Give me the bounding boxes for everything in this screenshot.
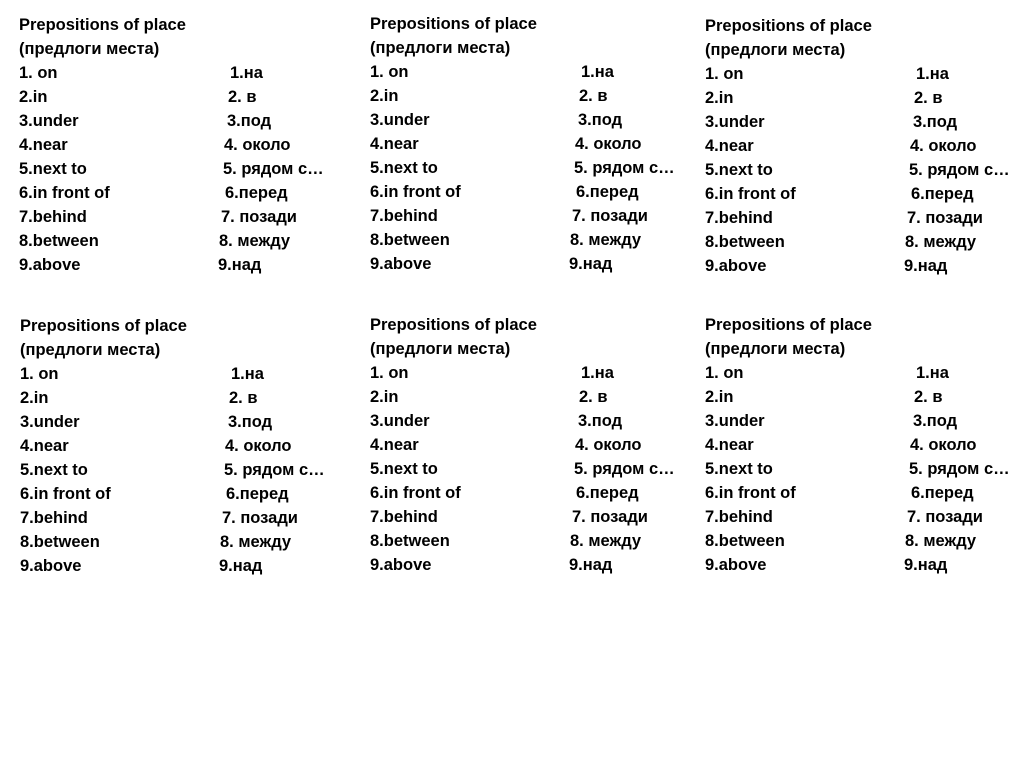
russian-translation: 8. между [570, 532, 642, 550]
english-preposition: 8.between [19, 232, 99, 250]
english-preposition: 8.between [20, 533, 100, 551]
preposition-row [370, 457, 700, 481]
english-preposition: 9.above [705, 556, 767, 574]
english-preposition: 1. on [705, 364, 744, 382]
preposition-row [705, 206, 1024, 230]
preposition-row [370, 180, 700, 204]
preposition-row [19, 229, 349, 253]
preposition-row [705, 110, 1024, 134]
russian-translation: 8. между [570, 231, 642, 249]
english-preposition: 5.next to [705, 460, 773, 478]
english-preposition: 9.above [19, 256, 81, 274]
preposition-card [370, 12, 700, 276]
preposition-row [370, 60, 700, 84]
russian-translation: 6.перед [911, 484, 974, 502]
russian-translation: 4. около [910, 436, 977, 454]
english-preposition: 9.above [370, 556, 432, 574]
russian-translation: 3.под [913, 113, 958, 131]
russian-translation: 7. позади [907, 209, 983, 227]
english-preposition: 9.above [705, 257, 767, 275]
english-preposition: 2.in [19, 88, 48, 106]
russian-translation: 9.над [569, 556, 613, 574]
english-preposition: 2.in [20, 389, 49, 407]
russian-translation: 6.перед [225, 184, 288, 202]
preposition-row [20, 410, 350, 434]
russian-translation: 2. в [579, 388, 608, 406]
card-subtitle: (предлоги места) [19, 40, 160, 58]
preposition-row [705, 505, 1024, 529]
preposition-row [19, 133, 349, 157]
russian-translation: 4. около [575, 135, 642, 153]
russian-translation: 3.под [578, 412, 623, 430]
preposition-row [370, 252, 700, 276]
russian-translation: 6.перед [576, 183, 639, 201]
english-preposition: 3.under [370, 111, 430, 129]
english-preposition: 2.in [705, 89, 734, 107]
english-preposition: 7.behind [20, 509, 88, 527]
preposition-row [705, 361, 1024, 385]
preposition-row [370, 84, 700, 108]
preposition-row [705, 409, 1024, 433]
russian-translation: 9.над [569, 255, 613, 273]
russian-translation: 6.перед [911, 185, 974, 203]
english-preposition: 8.between [705, 532, 785, 550]
russian-translation: 7. позади [222, 509, 298, 527]
english-preposition: 7.behind [705, 508, 773, 526]
english-preposition: 2.in [705, 388, 734, 406]
preposition-row [19, 253, 349, 277]
russian-translation: 9.над [218, 256, 262, 274]
preposition-card [705, 14, 1024, 278]
preposition-row [19, 205, 349, 229]
english-preposition: 7.behind [370, 508, 438, 526]
english-preposition: 6.in front of [370, 183, 461, 201]
card-title: Prepositions of place [370, 316, 537, 334]
english-preposition: 2.in [370, 87, 399, 105]
english-preposition: 3.under [705, 412, 765, 430]
preposition-card [370, 313, 700, 577]
russian-translation: 5. рядом с… [574, 159, 675, 177]
preposition-row [705, 254, 1024, 278]
preposition-row [19, 157, 349, 181]
preposition-row [19, 85, 349, 109]
card-subtitle: (предлоги места) [370, 340, 511, 358]
english-preposition: 7.behind [370, 207, 438, 225]
russian-translation: 7. позади [221, 208, 297, 226]
russian-translation: 2. в [914, 89, 943, 107]
preposition-card [20, 314, 350, 578]
preposition-row [19, 181, 349, 205]
english-preposition: 9.above [370, 255, 432, 273]
english-preposition: 6.in front of [705, 484, 796, 502]
russian-translation: 1.на [231, 365, 264, 383]
preposition-row [370, 505, 700, 529]
preposition-row [20, 530, 350, 554]
preposition-row [370, 108, 700, 132]
preposition-row [370, 481, 700, 505]
english-preposition: 3.under [370, 412, 430, 430]
russian-translation: 9.над [904, 257, 948, 275]
preposition-card [705, 313, 1024, 577]
english-preposition: 1. on [370, 364, 409, 382]
preposition-row [370, 433, 700, 457]
card-subtitle: (предлоги места) [705, 41, 846, 59]
english-preposition: 1. on [19, 64, 58, 82]
preposition-row [370, 228, 700, 252]
russian-translation: 3.под [913, 412, 958, 430]
card-title: Prepositions of place [705, 17, 872, 35]
english-preposition: 1. on [705, 65, 744, 83]
english-preposition: 1. on [370, 63, 409, 81]
english-preposition: 3.under [19, 112, 79, 130]
russian-translation: 1.на [230, 64, 263, 82]
preposition-row [370, 385, 700, 409]
english-preposition: 4.near [20, 437, 69, 455]
card-subtitle: (предлоги места) [370, 39, 511, 57]
russian-translation: 7. позади [572, 508, 648, 526]
english-preposition: 3.under [705, 113, 765, 131]
english-preposition: 6.in front of [20, 485, 111, 503]
preposition-row [705, 529, 1024, 553]
preposition-row [370, 529, 700, 553]
preposition-card [19, 13, 349, 277]
russian-translation: 5. рядом с… [224, 461, 325, 479]
english-preposition: 3.under [20, 413, 80, 431]
english-preposition: 4.near [705, 436, 754, 454]
english-preposition: 5.next to [20, 461, 88, 479]
russian-translation: 3.под [578, 111, 623, 129]
english-preposition: 5.next to [370, 159, 438, 177]
english-preposition: 8.between [705, 233, 785, 251]
preposition-row [370, 132, 700, 156]
english-preposition: 6.in front of [19, 184, 110, 202]
russian-translation: 9.над [219, 557, 263, 575]
russian-translation: 7. позади [572, 207, 648, 225]
russian-translation: 2. в [229, 389, 258, 407]
russian-translation: 1.на [581, 63, 614, 81]
russian-translation: 6.перед [576, 484, 639, 502]
english-preposition: 4.near [19, 136, 68, 154]
preposition-row [19, 109, 349, 133]
russian-translation: 3.под [227, 112, 272, 130]
card-title: Prepositions of place [20, 317, 187, 335]
preposition-row [20, 458, 350, 482]
english-preposition: 4.near [705, 137, 754, 155]
preposition-row [705, 158, 1024, 182]
preposition-row [370, 361, 700, 385]
preposition-row [705, 134, 1024, 158]
english-preposition: 5.next to [705, 161, 773, 179]
english-preposition: 4.near [370, 135, 419, 153]
preposition-row [370, 409, 700, 433]
english-preposition: 8.between [370, 231, 450, 249]
russian-translation: 5. рядом с… [909, 161, 1010, 179]
preposition-row [705, 433, 1024, 457]
english-preposition: 9.above [20, 557, 82, 575]
preposition-row [705, 481, 1024, 505]
russian-translation: 4. около [910, 137, 977, 155]
preposition-row [370, 204, 700, 228]
russian-translation: 4. около [575, 436, 642, 454]
russian-translation: 1.на [916, 364, 949, 382]
preposition-row [20, 506, 350, 530]
preposition-row [705, 385, 1024, 409]
card-title: Prepositions of place [19, 16, 186, 34]
preposition-row [20, 482, 350, 506]
preposition-row [705, 230, 1024, 254]
russian-translation: 5. рядом с… [574, 460, 675, 478]
preposition-row [20, 362, 350, 386]
english-preposition: 2.in [370, 388, 399, 406]
russian-translation: 8. между [905, 532, 977, 550]
preposition-row [705, 182, 1024, 206]
russian-translation: 5. рядом с… [223, 160, 324, 178]
russian-translation: 4. около [224, 136, 291, 154]
russian-translation: 4. около [225, 437, 292, 455]
russian-translation: 8. между [219, 232, 291, 250]
russian-translation: 1.на [916, 65, 949, 83]
english-preposition: 1. on [20, 365, 59, 383]
preposition-row [19, 61, 349, 85]
russian-translation: 5. рядом с… [909, 460, 1010, 478]
russian-translation: 9.над [904, 556, 948, 574]
english-preposition: 8.between [370, 532, 450, 550]
card-subtitle: (предлоги места) [705, 340, 846, 358]
russian-translation: 7. позади [907, 508, 983, 526]
card-title: Prepositions of place [705, 316, 872, 334]
russian-translation: 8. между [220, 533, 292, 551]
russian-translation: 8. между [905, 233, 977, 251]
russian-translation: 2. в [228, 88, 257, 106]
russian-translation: 2. в [579, 87, 608, 105]
card-subtitle: (предлоги места) [20, 341, 161, 359]
english-preposition: 4.near [370, 436, 419, 454]
preposition-row [20, 386, 350, 410]
russian-translation: 2. в [914, 388, 943, 406]
preposition-row [705, 457, 1024, 481]
preposition-row [705, 553, 1024, 577]
english-preposition: 5.next to [370, 460, 438, 478]
preposition-row [20, 554, 350, 578]
russian-translation: 1.на [581, 364, 614, 382]
english-preposition: 7.behind [705, 209, 773, 227]
preposition-row [705, 62, 1024, 86]
preposition-row [370, 553, 700, 577]
preposition-row [20, 434, 350, 458]
english-preposition: 7.behind [19, 208, 87, 226]
preposition-row [705, 86, 1024, 110]
russian-translation: 6.перед [226, 485, 289, 503]
preposition-row [370, 156, 700, 180]
english-preposition: 6.in front of [705, 185, 796, 203]
english-preposition: 5.next to [19, 160, 87, 178]
card-title: Prepositions of place [370, 15, 537, 33]
russian-translation: 3.под [228, 413, 273, 431]
english-preposition: 6.in front of [370, 484, 461, 502]
